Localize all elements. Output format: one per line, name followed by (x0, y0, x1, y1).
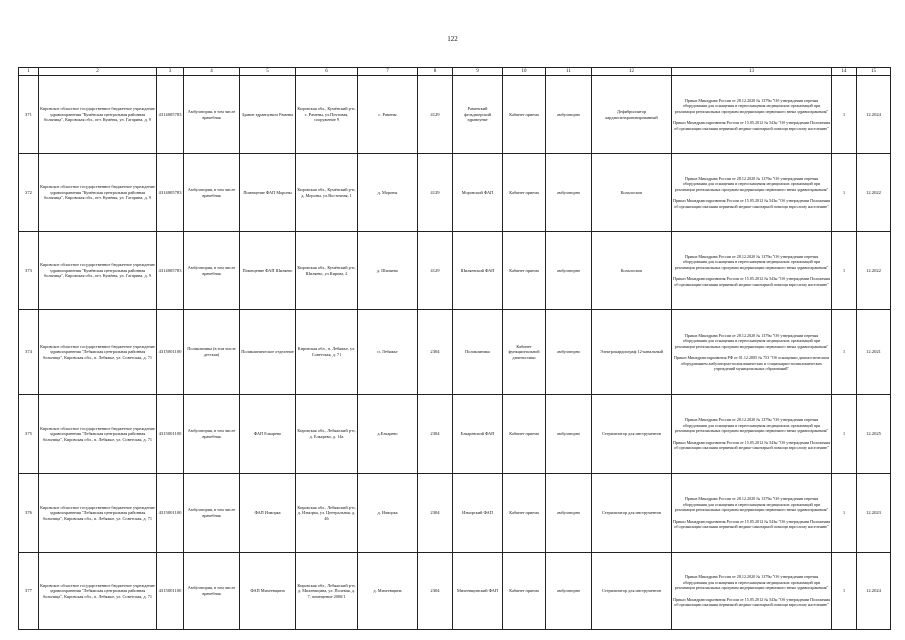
conditions-cell: амбулаторно (546, 154, 592, 232)
normative-doc-text: Приказ Минздрава России от 28.12.2020 № 1379н "Об утверждении перечня оборудования для оснащения и переоснащения медицинских организаций при реализации региональных программ модернизации первичного звена здравоохранения" (674, 175, 829, 192)
locality-cell: с. Рамены (358, 76, 418, 154)
normative-doc-text: Приказ Минздрава России от 28.12.2020 № 1379н "Об утверждении перечня оборудования для оснащения и переоснащения медицинских организаций при реализации региональных программ модернизации первичного звена здравоохранения" (674, 97, 829, 114)
department-cell: Изморский ФАП (453, 474, 503, 553)
quantity-cell: 1 (832, 474, 857, 553)
column-header: 4 (184, 68, 240, 76)
normative-doc-text: Приказ Минздравсоцразвития РФ от 01.12.2005 № 753 "Об оснащении диагностическим оборудованием амбулаторно-поликлинических и стационарно-поликлинических учреждений муниципальных образований" (673, 355, 830, 371)
quantity-cell: 1 (832, 553, 857, 630)
code-cell: 2304 (418, 395, 453, 474)
structural-unit-cell: Поликлиническое отделение (240, 310, 296, 395)
normative-doc-text: Приказ Минздравсоцразвития России от 15.05.2012 № 543н "Об утверждении Положения об организации оказания первичной медико-санитарной помощи взрослому населению" (673, 120, 830, 131)
conditions-cell: амбулаторно (546, 395, 592, 474)
table-row (19, 474, 891, 553)
normative-doc-text: Приказ Минздрава России от 28.12.2020 № 1379н "Об утверждении перечня оборудования для оснащения и переоснащения медицинских организаций при реализации региональных программ модернизации первичного звена здравоохранения" (674, 496, 829, 513)
department-cell: Раменский фельдшерский здравпункт (453, 76, 503, 154)
organization-cell: Кировское областное государственное бюджетное учреждение здравоохранения "Лебяжская центральная районная больница", Кировская обл., п. Лебяжье, ул. Советская, д. 71 (39, 474, 157, 553)
conditions-cell: амбулаторно (546, 310, 592, 395)
address-cell: Кировская обл., Кумёнский р-н, д. Мороны, ул.Восточная, 1 (296, 154, 358, 232)
code-cell: 2304 (418, 553, 453, 630)
department-cell: Моронский ФАП (453, 154, 503, 232)
department-cell: Михеевщинский ФАП (453, 553, 503, 630)
table-row (19, 154, 891, 232)
locality-cell: п. Лебяжье (358, 310, 418, 395)
quantity-cell: 1 (832, 154, 857, 232)
column-header: 12 (592, 68, 672, 76)
department-cell: Елкаревский ФАП (453, 395, 503, 474)
page-number: 122 (447, 35, 458, 43)
column-header: 8 (418, 68, 453, 76)
table-row (19, 395, 891, 474)
deadline-cell: 12.2022 (857, 154, 891, 232)
quantity-cell: 1 (832, 232, 857, 310)
code-cell: 2304 (418, 474, 453, 553)
row-number: 377 (19, 553, 39, 630)
row-number: 372 (19, 154, 39, 232)
facility-type-cell: Амбулатория, в том числе врачебная (184, 553, 240, 630)
column-header: 10 (503, 68, 546, 76)
room-cell: Кабинет приема (503, 395, 546, 474)
normative-docs-cell (672, 76, 832, 154)
structural-unit-cell: Здание здравпункта Рамены (240, 76, 296, 154)
room-cell: Кабинет приема (503, 553, 546, 630)
table-row (19, 553, 891, 630)
row-number: 374 (19, 310, 39, 395)
normative-doc-text: Приказ Минздравсоцразвития России от 15.05.2012 № 543н "Об утверждении Положения об организации оказания первичной медико-санитарной помощи взрослому населению" (673, 518, 830, 530)
inn-cell: 4315001100 (157, 474, 184, 553)
locality-cell: д. Михеевщина (358, 553, 418, 630)
column-number-row (19, 68, 891, 76)
organization-cell: Кировское областное государственное бюджетное учреждение здравоохранения "Лебяжская центральная районная больница", Кировская обл., п. Лебяжье, ул. Советская, д. 71 (39, 310, 157, 395)
deadline-cell: 12.2021 (857, 310, 891, 395)
quantity-cell: 1 (832, 395, 857, 474)
equipment-cell: Кольпоскоп (592, 154, 672, 232)
row-number: 373 (19, 232, 39, 310)
equipment-cell: Кольпоскоп (592, 232, 672, 310)
code-cell: 4129 (418, 232, 453, 310)
normative-docs-cell (672, 310, 832, 395)
equipment-table (18, 67, 891, 630)
column-header: 6 (296, 68, 358, 76)
conditions-cell: амбулаторно (546, 553, 592, 630)
normative-doc-text: Приказ Минздрава России от 28.12.2020 № 1379н "Об утверждении перечня оборудования для оснащения и переоснащения медицинских организаций при реализации региональных программ модернизации первичного звена здравоохранения" (674, 417, 829, 434)
department-cell: Поликлиника (453, 310, 503, 395)
row-number: 376 (19, 474, 39, 553)
equipment-cell: Электрокардиограф 12-канальный (592, 310, 672, 395)
column-header: 2 (39, 68, 157, 76)
table-row (19, 232, 891, 310)
inn-cell: 4315001100 (157, 310, 184, 395)
normative-docs-cell (672, 232, 832, 310)
inn-cell: 4314005783 (157, 76, 184, 154)
code-cell: 2304 (418, 310, 453, 395)
column-header: 13 (672, 68, 832, 76)
row-number: 371 (19, 76, 39, 154)
facility-type-cell: Амбулатория, в том числе врачебная (184, 395, 240, 474)
quantity-cell: 1 (832, 76, 857, 154)
equipment-cell: Стерилизатор для инструментов (592, 474, 672, 553)
organization-cell: Кировское областное государственное бюджетное учреждение здравоохранения "Кумёнская центральная районная больница", Кировская обл., пгт. Кумёны, ул. Гагарина, д. 9 (39, 232, 157, 310)
normative-doc-text: Приказ Минздравсоцразвития России от 15.05.2012 № 543н "Об утверждении Положения об организации оказания первичной медико-санитарной помощи взрослому населению" (673, 198, 830, 209)
normative-doc-text: Приказ Минздрава России от 28.12.2020 № 1379н "Об утверждении перечня оборудования для оснащения и переоснащения медицинских организаций при реализации региональных программ модернизации первичного звена здравоохранения" (674, 253, 829, 270)
code-cell: 4129 (418, 154, 453, 232)
code-cell: 4129 (418, 76, 453, 154)
normative-docs-cell (672, 474, 832, 553)
inn-cell: 4315001100 (157, 553, 184, 630)
column-header: 1 (19, 68, 39, 76)
locality-cell: д.Елкарево (358, 395, 418, 474)
normative-doc-text: Приказ Минздрава России от 28.12.2020 № 1379н "Об утверждении перечня оборудования для оснащения и переоснащения медицинских организаций при реализации региональных программ модернизации первичного звена здравоохранения" (674, 332, 829, 349)
organization-cell: Кировское областное государственное бюджетное учреждение здравоохранения "Кумёнская центральная районная больница", Кировская обл., пгт. Кумёны, ул. Гагарина, д. 9 (39, 76, 157, 154)
quantity-cell: 1 (832, 310, 857, 395)
normative-doc-text: Приказ Минздравсоцразвития России от 15.05.2012 № 543н "Об утверждении Положения об организации оказания первичной медико-санитарной помощи взрослому населению" (673, 596, 830, 608)
conditions-cell: амбулаторно (546, 76, 592, 154)
column-header: 15 (857, 68, 891, 76)
structural-unit-cell: Помещение ФАП Шиляево (240, 232, 296, 310)
facility-type-cell: Амбулатория, в том числе врачебная (184, 232, 240, 310)
address-cell: Кировская обл., п. Лебяжье, ул. Советская, д. 71 (296, 310, 358, 395)
structural-unit-cell: ФАП Изморка (240, 474, 296, 553)
inn-cell: 4314005783 (157, 154, 184, 232)
department-cell: Шиляевский ФАП (453, 232, 503, 310)
facility-type-cell: Амбулатория, в том числе врачебная (184, 76, 240, 154)
inn-cell: 4314005783 (157, 232, 184, 310)
structural-unit-cell: ФАП Михеевщина (240, 553, 296, 630)
deadline-cell: 12.2024 (857, 76, 891, 154)
normative-doc-text: Приказ Минздравсоцразвития России от 15.05.2012 № 543н "Об утверждении Положения об организации оказания первичной медико-санитарной помощи взрослому населению" (673, 439, 830, 451)
equipment-cell: Стерилизатор для инструментов (592, 395, 672, 474)
deadline-cell: 12.2022 (857, 232, 891, 310)
table-row (19, 310, 891, 395)
column-header: 14 (832, 68, 857, 76)
equipment-cell: Стерилизатор для инструментов (592, 553, 672, 630)
address-cell: Кировская обл., Кумёнский р-н, Шиляево, ул.Кирова, 2 (296, 232, 358, 310)
equipment-cell: Дефибриллятор кардиосинхронизированный (592, 76, 672, 154)
deadline-cell: 12.2025 (857, 395, 891, 474)
facility-type-cell: Амбулатория, в том числе врачебная (184, 154, 240, 232)
locality-cell: д. Мороны (358, 154, 418, 232)
room-cell: Кабинет приема (503, 232, 546, 310)
row-number: 375 (19, 395, 39, 474)
table-row (19, 76, 891, 154)
address-cell: Кировская обл., Лебяжский р-н, д. Изморка, ул. Центральная, д. 46 (296, 474, 358, 553)
normative-docs-cell (672, 395, 832, 474)
locality-cell: д. Шиляево (358, 232, 418, 310)
room-cell: Кабинет приема (503, 76, 546, 154)
facility-type-cell: Амбулатория, в том числе врачебная (184, 474, 240, 553)
organization-cell: Кировское областное государственное бюджетное учреждение здравоохранения "Лебяжская центральная районная больница", Кировская обл., п. Лебяжье, ул. Советская, д. 71 (39, 395, 157, 474)
address-cell: Кировская обл., Лебяжский р-н, д. Михеевщина, ул. Полевая, д. 7, помещение 2000/1 (296, 553, 358, 630)
normative-doc-text: Приказ Минздравсоцразвития России от 15.05.2012 № 543н "Об утверждении Положения об организации оказания первичной медико-санитарной помощи взрослому населению" (673, 276, 830, 287)
inn-cell: 4315001100 (157, 395, 184, 474)
address-cell: Кировская обл., Кумёнский р-н, с. Рамены, ул.Почтовая, сооружение 9 (296, 76, 358, 154)
structural-unit-cell: ФАП Елкарево (240, 395, 296, 474)
conditions-cell: амбулаторно (546, 232, 592, 310)
locality-cell: д. Изморка (358, 474, 418, 553)
column-header: 9 (453, 68, 503, 76)
organization-cell: Кировское областное государственное бюджетное учреждение здравоохранения "Кумёнская центральная районная больница", Кировская обл., пгт. Кумёны, ул. Гагарина, д. 9 (39, 154, 157, 232)
normative-docs-cell (672, 553, 832, 630)
address-cell: Кировская обл., Лебяжский р-н, д. Елкарево, д. 14а (296, 395, 358, 474)
normative-doc-text: Приказ Минздрава России от 28.12.2020 № 1379н "Об утверждении перечня оборудования для оснащения и переоснащения медицинских организаций при реализации региональных программ модернизации первичного звена здравоохранения" (674, 574, 829, 591)
column-header: 11 (546, 68, 592, 76)
column-header: 5 (240, 68, 296, 76)
organization-cell: Кировское областное государственное бюджетное учреждение здравоохранения "Лебяжская центральная районная больница", Кировская обл., п. Лебяжье, ул. Советская, д. 71 (39, 553, 157, 630)
column-header: 7 (358, 68, 418, 76)
structural-unit-cell: Помещение ФАП Мороны (240, 154, 296, 232)
deadline-cell: 12.2023 (857, 474, 891, 553)
room-cell: Кабинет приема (503, 474, 546, 553)
facility-type-cell: Поликлиника (в том числе детская) (184, 310, 240, 395)
column-header: 3 (157, 68, 184, 76)
conditions-cell: амбулаторно (546, 474, 592, 553)
room-cell: Кабинет функциональной диагностики (503, 310, 546, 395)
deadline-cell: 12.2024 (857, 553, 891, 630)
normative-docs-cell (672, 154, 832, 232)
room-cell: Кабинет приема (503, 154, 546, 232)
